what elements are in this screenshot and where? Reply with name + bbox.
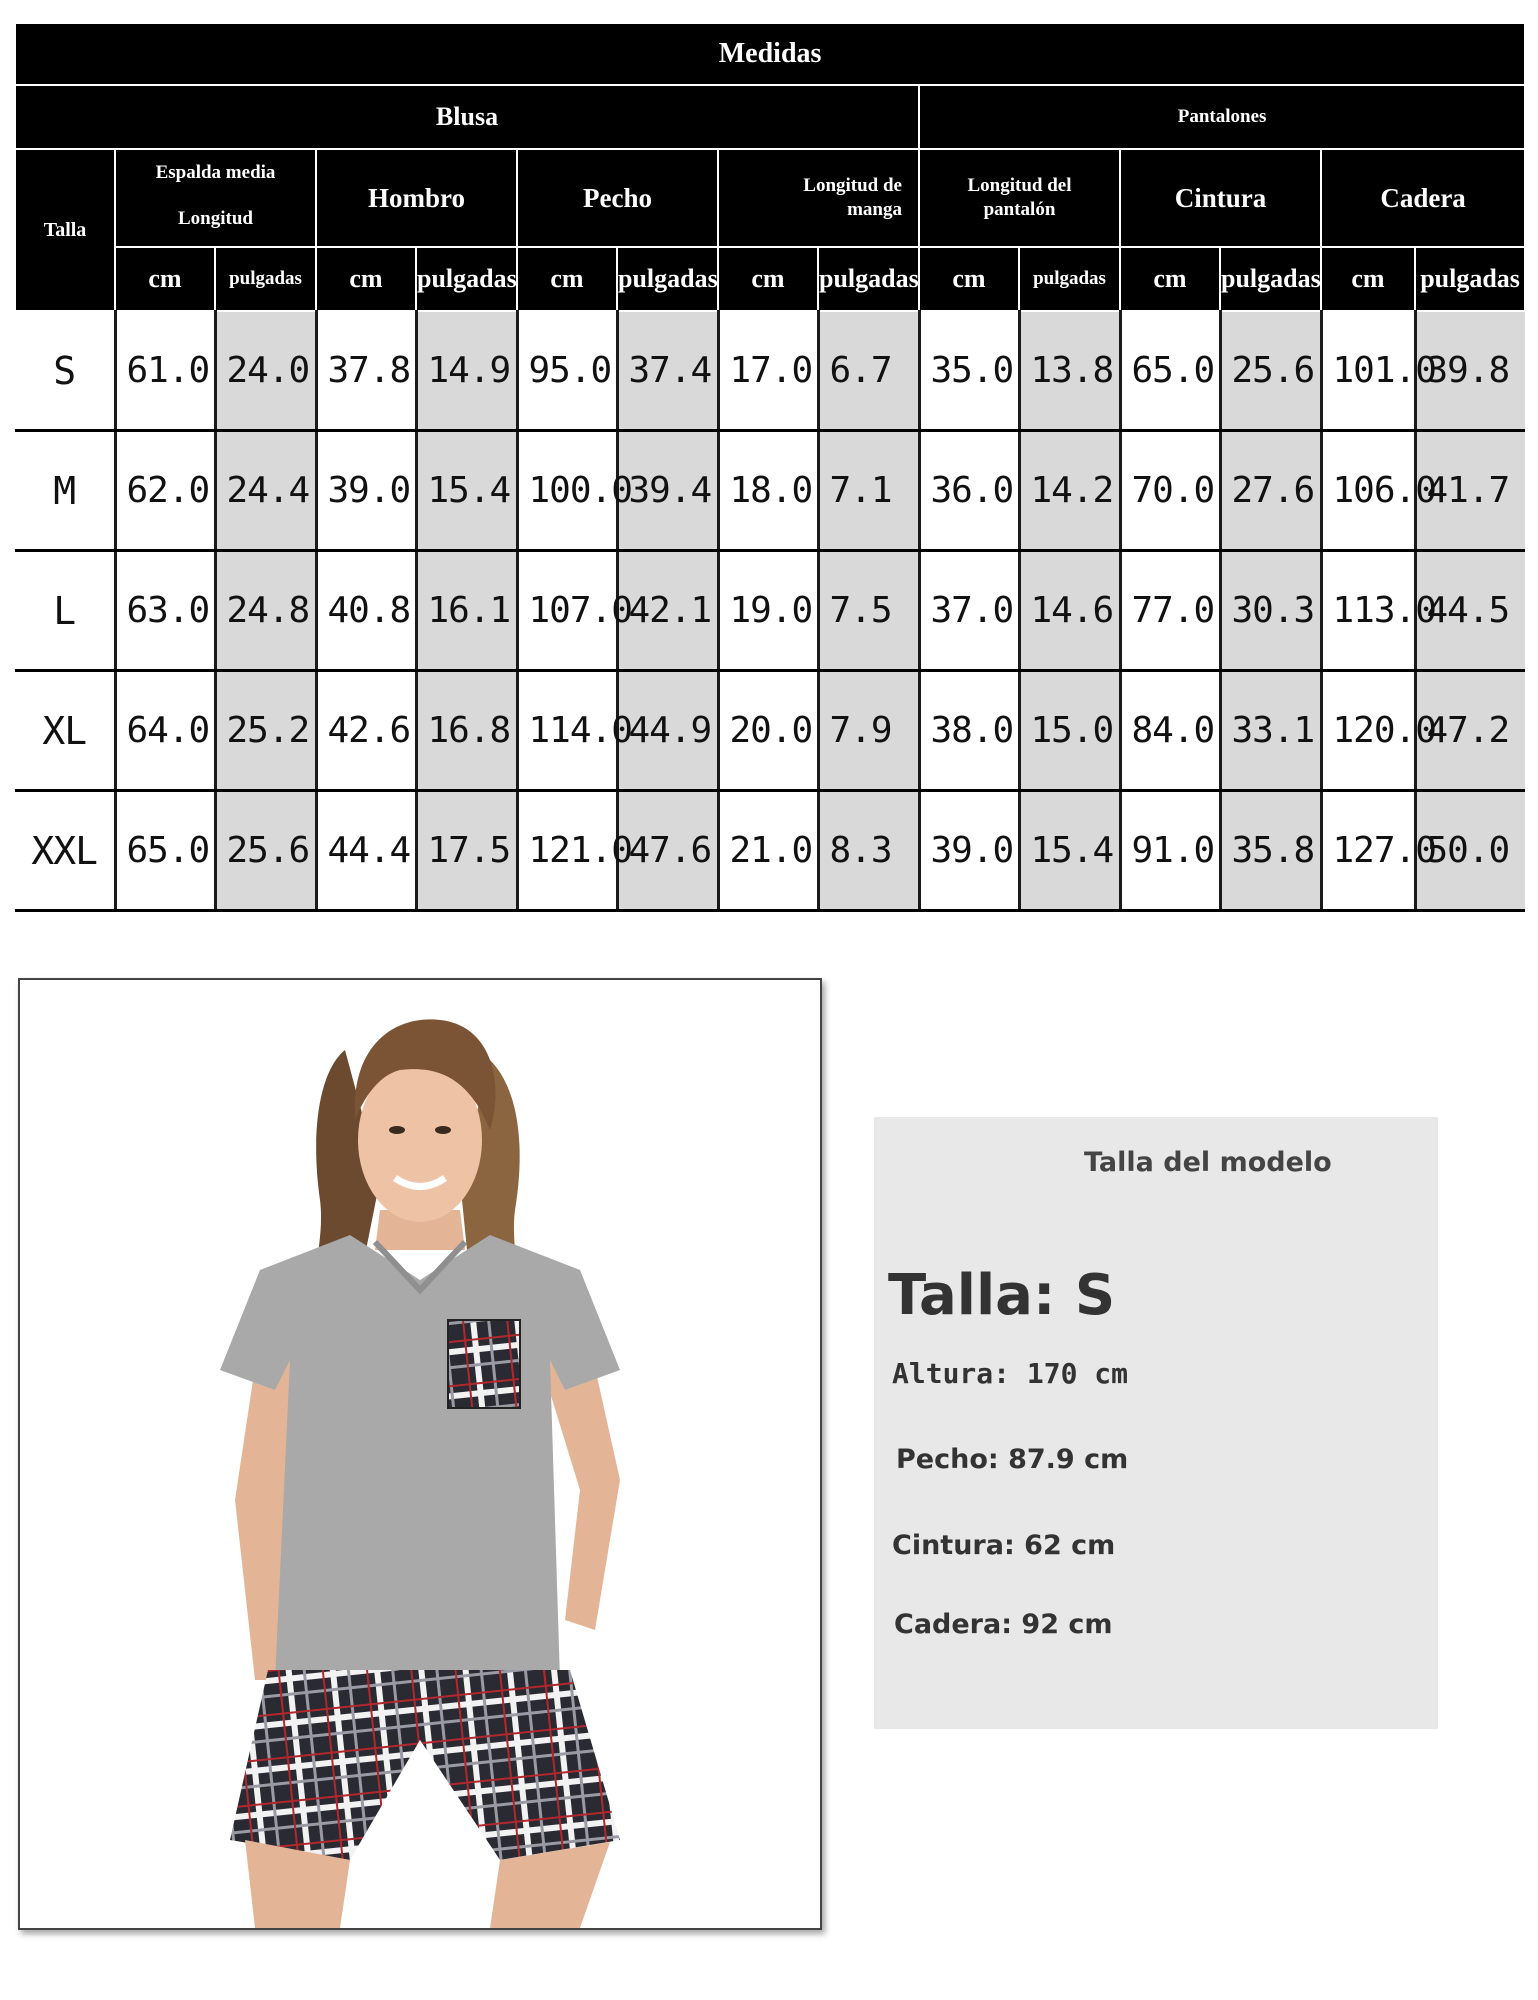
value-inches-cell: 15.0 [1019,671,1120,791]
value-cm-cell: 40.8 [316,551,416,671]
unit-cm: cm [115,247,215,311]
unit-inches: pulgadas [1220,247,1321,311]
value-inches-cell: 14.2 [1019,431,1120,551]
value-inches-cell: 24.4 [215,431,316,551]
size-chart-table [14,22,1526,912]
size-cell: S [15,311,115,431]
unit-cm: cm [316,247,416,311]
value-cm-cell: 70.0 [1120,431,1220,551]
value-cm-cell: 39.0 [316,431,416,551]
value-cm-cell: 38.0 [919,671,1019,791]
size-cell: XL [15,671,115,791]
value-cm-cell: 77.0 [1120,551,1220,671]
value-inches-cell: 7.9 [818,671,919,791]
value-cm-cell: 19.0 [718,551,818,671]
model-illustration [20,980,820,1928]
unit-cm: cm [919,247,1019,311]
value-inches-cell: 39.4 [617,431,718,551]
table-row [15,551,1525,671]
value-cm-cell: 63.0 [115,551,215,671]
value-cm-cell: 37.0 [919,551,1019,671]
header-pants-length-line1: Longitud del [967,175,1072,197]
value-cm-cell: 91.0 [1120,791,1220,911]
value-inches-cell: 25.6 [1220,311,1321,431]
value-inches-cell: 41.7 [1415,431,1525,551]
value-cm-cell: 61.0 [115,311,215,431]
value-cm-cell: 121.0 [517,791,617,911]
value-inches-cell: 47.6 [617,791,718,911]
value-inches-cell: 24.0 [215,311,316,431]
unit-inches: pulgadas [818,247,919,311]
value-cm-cell: 35.0 [919,311,1019,431]
value-inches-cell: 6.7 [818,311,919,431]
value-cm-cell: 64.0 [115,671,215,791]
value-inches-cell: 17.5 [416,791,517,911]
value-cm-cell: 101.0 [1321,311,1415,431]
unit-cm: cm [1321,247,1415,311]
value-inches-cell: 44.5 [1415,551,1525,671]
value-inches-cell: 50.0 [1415,791,1525,911]
value-cm-cell: 42.6 [316,671,416,791]
value-cm-cell: 113.0 [1321,551,1415,671]
value-cm-cell: 17.0 [718,311,818,431]
value-inches-cell: 47.2 [1415,671,1525,791]
value-cm-cell: 84.0 [1120,671,1220,791]
value-inches-cell: 27.6 [1220,431,1321,551]
header-hip: Cadera [1321,149,1525,247]
header-waist: Cintura [1120,149,1321,247]
table-row [15,431,1525,551]
header-back-length-line1: Espalda media [155,162,276,184]
value-inches-cell: 24.8 [215,551,316,671]
value-inches-cell: 35.8 [1220,791,1321,911]
model-waist: Cintura: 62 cm [892,1530,1116,1561]
value-inches-cell: 44.9 [617,671,718,791]
unit-cm: cm [517,247,617,311]
header-back-length [115,149,316,247]
value-cm-cell: 100.0 [517,431,617,551]
table-body [15,311,1525,911]
value-cm-cell: 21.0 [718,791,818,911]
model-photo [18,978,822,1930]
unit-inches: pulgadas [617,247,718,311]
unit-inches: pulgadas [1415,247,1525,311]
header-sleeve-length-line2: manga [847,199,902,220]
value-cm-cell: 120.0 [1321,671,1415,791]
size-cell: L [15,551,115,671]
value-inches-cell: 42.1 [617,551,718,671]
value-cm-cell: 36.0 [919,431,1019,551]
value-inches-cell: 14.6 [1019,551,1120,671]
header-shoulder: Hombro [316,149,517,247]
unit-inches: pulgadas [215,247,316,311]
section-pants: Pantalones [919,85,1525,149]
value-cm-cell: 95.0 [517,311,617,431]
value-inches-cell: 33.1 [1220,671,1321,791]
value-inches-cell: 15.4 [1019,791,1120,911]
model-card-heading: Talla del modelo [1084,1147,1332,1178]
value-inches-cell: 30.3 [1220,551,1321,671]
value-cm-cell: 65.0 [1120,311,1220,431]
size-column-header: Talla [15,149,115,311]
value-cm-cell: 114.0 [517,671,617,791]
size-cell: M [15,431,115,551]
value-cm-cell: 127.0 [1321,791,1415,911]
value-inches-cell: 16.1 [416,551,517,671]
value-cm-cell: 62.0 [115,431,215,551]
unit-inches: pulgadas [416,247,517,311]
value-cm-cell: 39.0 [919,791,1019,911]
header-back-length-line2: Longitud [178,208,253,229]
value-cm-cell: 44.4 [316,791,416,911]
table-title: Medidas [15,23,1525,85]
model-chest: Pecho: 87.9 cm [896,1444,1129,1475]
header-sleeve-length [718,149,919,247]
value-cm-cell: 107.0 [517,551,617,671]
header-pants-length [919,149,1120,247]
model-height: Altura: 170 cm [892,1357,1129,1390]
value-inches-cell: 25.6 [215,791,316,911]
unit-cm: cm [718,247,818,311]
table-row [15,671,1525,791]
model-size-card [874,1117,1438,1729]
value-inches-cell: 8.3 [818,791,919,911]
section-blouse: Blusa [15,85,919,149]
value-cm-cell: 65.0 [115,791,215,911]
table-row [15,311,1525,431]
value-inches-cell: 14.9 [416,311,517,431]
header-chest: Pecho [517,149,718,247]
model-hip: Cadera: 92 cm [894,1609,1113,1640]
value-inches-cell: 13.8 [1019,311,1120,431]
value-inches-cell: 7.1 [818,431,919,551]
value-cm-cell: 106.0 [1321,431,1415,551]
value-cm-cell: 37.8 [316,311,416,431]
unit-cm: cm [1120,247,1220,311]
value-cm-cell: 18.0 [718,431,818,551]
value-inches-cell: 7.5 [818,551,919,671]
value-cm-cell: 20.0 [718,671,818,791]
size-cell: XXL [15,791,115,911]
value-inches-cell: 25.2 [215,671,316,791]
table-row [15,791,1525,911]
header-pants-length-line2: pantalón [983,199,1056,220]
value-inches-cell: 16.8 [416,671,517,791]
value-inches-cell: 39.8 [1415,311,1525,431]
value-inches-cell: 15.4 [416,431,517,551]
value-inches-cell: 37.4 [617,311,718,431]
header-sleeve-length-line1: Longitud de [803,175,902,197]
unit-inches: pulgadas [1019,247,1120,311]
model-size: Talla: S [888,1263,1116,1328]
